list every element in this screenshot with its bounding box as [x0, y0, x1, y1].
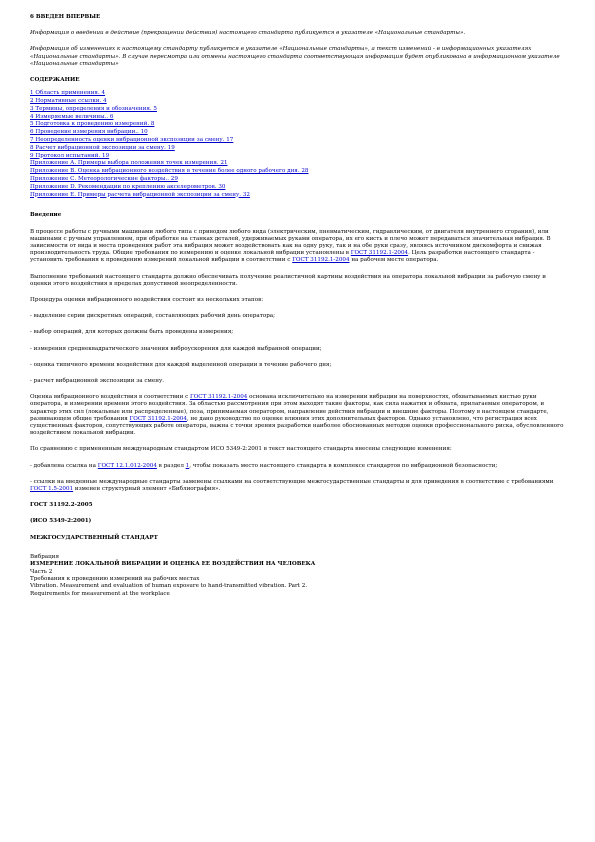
procedure-step: - выделение серии дискретных операций, составляющих рабочий день оператора; [30, 313, 276, 320]
toc-link[interactable]: 2 Нормативные ссылки. 4 [30, 98, 107, 105]
title-english-2: Requirements for measurement at the workplace [30, 590, 170, 597]
text-run: - добавлена ссылка на [30, 462, 98, 469]
procedure-step: - выбор операций, для которых должны быть проведены измерения; [30, 329, 234, 336]
text-run: основана исключительно на измерении вибрации на поверхностях, обхватываемых кистью руки оператора, и измерении времени этого воздействия. За областью рассмотрения при этом выходят такие факторы, как сила нажатия и обхвата, прилагаемые оператором, и характер этих сил (локальные или распределенные), поза, принимаемая оператором, направление действия вибрации и внешние факторы. Поэтому в настоящем стандарте, развивающем общие требования [30, 394, 549, 422]
text-run: на рабочем месте оператора. [349, 257, 439, 264]
intro-title: Введение [30, 212, 62, 219]
text-run: - ссылки на введенные международные стандарты заменены ссылками на соответствующие межгосударственные стандарты и для приведения в соответствие с требованиями [30, 478, 554, 485]
change-item [30, 479, 565, 493]
standard-kind: МЕЖГОСУДАРСТВЕННЫЙ СТАНДАРТ [30, 534, 158, 541]
toc-link[interactable]: Приложение D. Рекомендации по креплению акселерометров. 30 [30, 183, 226, 190]
intro-paragraph: Процедура оценки вибрационного воздействия состоит из нескольких этапов: [30, 297, 264, 303]
gost-link[interactable]: ГОСТ 12.1.012-2004 [97, 462, 157, 469]
table-of-contents [30, 90, 565, 199]
title-english-1: Vibration. Measurement and evaluation of human exposure to hand-transmitted vibration. Part 2. [30, 583, 308, 590]
standard-title-block [30, 554, 565, 598]
standard-iso-ref: (ИСО 5349-2:2001) [30, 518, 92, 525]
text-run: Оценка вибрационного воздействия в соответствии с [30, 394, 191, 401]
gost-link[interactable]: ГОСТ 31192.1-2004 [190, 394, 248, 401]
text-run: . Цель разработки настоящего стандарта - установить требования к проведению измерений локальной вибрации в соответствии с [30, 250, 535, 264]
text-run: , чтобы показать место настоящего стандарта в комплексе стандартов по вибрационной безопасности; [189, 462, 498, 469]
text-run: В процессе работы с ручными машинами любого типа с приводом любого вида (электрическим, пневматическим, гидравлическим, от двигателя внутреннего сгорания), или машинами с ручным управлением, при обработке на станках деталей, удерживаемых руками оператора, их его кисть и плечо может передаваться значительная вибрация. В зависимости от вида и места проведения работ эта вибрация может воздействовать как на одну руку, так и на обе руки сразу, являясь источником дискомфорта и снижая производительность труда. Общие требования по измерению и оценке локальной вибрации установлены в [30, 228, 551, 257]
title-subtitle: Требования к проведению измерений на рабочих местах [30, 576, 200, 583]
procedure-step: - оценка типичного времени воздействия для каждой выделенной операции в течение рабочего дня; [30, 361, 332, 368]
toc-link[interactable]: 1 Область применения. 4 [30, 90, 106, 97]
toc-link[interactable]: Приложение А. Примеры выбора положения точек измерения. 21 [30, 160, 228, 167]
changes-paragraph: По сравнению с примененным международным стандартом ИСО 5349-2:2001 в текст настоящего стандарта внесены следующие изменения: [30, 446, 452, 453]
gost-link[interactable]: ГОСТ 1.5-2001 [30, 486, 74, 493]
toc-link[interactable]: Приложение С. Метеорологические факторы.. 29 [30, 175, 178, 182]
gost-link[interactable]: ГОСТ 31192.1-2004 [292, 257, 350, 264]
intro-paragraph [30, 229, 565, 265]
gost-link[interactable]: ГОСТ 31192.1-2004 [350, 250, 409, 257]
assessment-paragraph [30, 394, 565, 437]
text-run: в раздел [156, 462, 186, 469]
toc-link[interactable]: 5 Подготовка к проведению измерений. 8 [30, 121, 155, 128]
toc-link[interactable]: Приложение В. Оценка вибрационного воздействия в течение более одного рабочего дня. 28 [30, 168, 309, 175]
gost-link[interactable]: ГОСТ 31192.1-2004 [129, 415, 187, 422]
title-main: ИЗМЕРЕНИЕ ЛОКАЛЬНОЙ ВИБРАЦИИ И ОЦЕНКА ЕЕ ВОЗДЕЙСТВИЯ НА ЧЕЛОВЕКА [30, 561, 316, 568]
notice-changes: Информация об изменениях к настоящему стандарту публикуется в указателе «Национальные стандарты», а текст изменений - в информационных указателях «Национальные стандарты». В случае пересмотра или отмены настоящего стандарта соответствующая информация будет опубликована в информационном указателе «Национальные стандарты» [30, 46, 560, 67]
procedure-step: - измерения среднеквадратического значения виброускорения для каждой выбранной операции; [30, 345, 322, 352]
title-label: Вибрация [30, 553, 59, 560]
toc-link[interactable]: Приложение Е. Примеры расчета вибрационной экспозиции за смену. 32 [30, 191, 250, 198]
toc-link[interactable]: 7 Неопределенность оценки вибрационной экспозиции за смену. 17 [30, 137, 234, 143]
toc-link[interactable]: 9 Протокол испытаний. 19 [30, 152, 110, 159]
toc-title: СОДЕРЖАНИЕ [30, 77, 80, 84]
toc-link[interactable]: 3 Термины, определения и обозначения. 5 [30, 105, 157, 112]
toc-link[interactable]: 8 Расчет вибрационной экспозиции за смену. 19 [30, 144, 175, 151]
procedure-step: - расчет вибрационной экспозиции за смену. [30, 378, 165, 385]
intro-paragraph: Выполнение требований настоящего стандарта должно обеспечивать получение реалистичной картины воздействия на оператора локальной вибрации за рабочую смену и оценки этого воздействия в пределах допустимой неопределенности. [30, 273, 546, 287]
standard-code: ГОСТ 31192.2-2005 [30, 502, 93, 509]
toc-link[interactable]: 6 Проведение измерения вибрации.. 10 [30, 129, 148, 136]
toc-link[interactable]: 4 Измеряемые величины.. 6 [30, 113, 114, 120]
notice-intro-effect: Информация о введении в действие (прекращении действия) настоящего стандарта публикуется в указателе «Национальные стандарты». [30, 30, 466, 37]
title-part: Часть 2 [30, 568, 53, 575]
text-run: , не дано руководство по оценке влияния этих дополнительных факторов. Однако установлено, что регистрация всех существенных факторов, сопутствующих работе оператора, важна с точки зрения разработки наиболее обоснованных методов оценки профессионального риска, обусловленного воздействием локальной вибрации. [30, 415, 564, 437]
change-item [30, 463, 565, 470]
section-link[interactable]: 1 [185, 462, 190, 469]
text-run: изменен структурный элемент «Библиография». [73, 486, 221, 493]
edition-note: 6 ВВЕДЕН ВПЕРВЫЕ [30, 14, 101, 20]
